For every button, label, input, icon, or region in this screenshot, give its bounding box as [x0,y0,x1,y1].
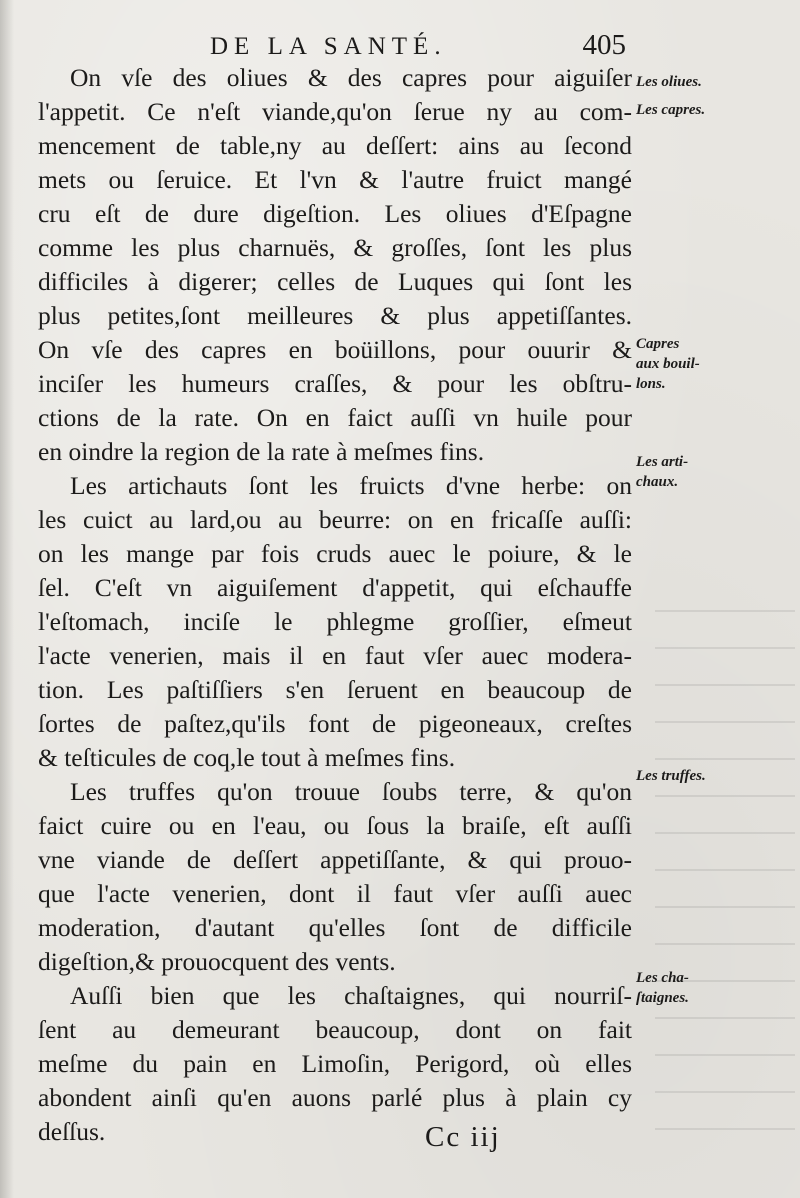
page-number: 405 [582,29,626,61]
text-line: moderation, d'autant qu'elles ſont de difficile [38,913,632,942]
paragraph-artichauts [38,469,632,775]
text-line: difficiles à digerer; celles de Luques qui ſont les [38,267,632,296]
text-line: ſent au demeurant beaucoup, dont on fait [38,1015,632,1044]
margin-note-line: Les truffes. [636,768,706,784]
paragraph-truffes [38,775,632,979]
text-line: meſme du pain en Limoſin, Perigord, où elles [38,1049,632,1078]
margin-note-capres [636,100,705,120]
text-line: & teſticules de coq,le tout à meſmes fins. [38,743,456,772]
margin-note-line: Les cha- [636,970,689,986]
margin-note-line: lons. [636,376,666,392]
text-line: que l'acte venerien, dont il faut vſer auſſi auec [38,879,632,908]
text-line: vne viande de deſſert appetiſſante, & qui prouo- [38,845,632,874]
text-line: Les truffes qu'on trouue ſoubs terre, & qu'on [70,777,632,806]
margin-note-line: Les capres. [636,102,706,118]
text-line: ſel. C'eſt vn aiguiſement d'appetit, qui eſchauffe [38,573,632,602]
text-line: deſſus. [38,1117,106,1146]
text-line: mets ou ſeruice. Et l'vn & l'autre fruict mangé [38,165,632,194]
text-line: tion. Les paſtiſſiers s'en ſeruent en beaucoup de [38,675,632,704]
text-line: mencement de table,ny au deſſert: ains au ſecond [38,131,632,160]
text-line: digeſtion,& prouocquent des vents. [38,947,396,976]
margin-note-olives [636,72,702,92]
text-line: abondent ainſi qu'en auons parlé plus à plain cy [38,1083,632,1112]
text-line: ctions de la rate. On en faict auſſi vn huile pour [38,403,632,432]
signature-mark: Cc iij [425,1121,501,1153]
text-line: les cuict au lard,ou au beurre: on en fricaſſe auſſi: [38,505,632,534]
text-line: Les artichauts ſont les fruicts d'vne herbe: on [70,471,632,500]
text-line: en oindre la region de la rate à meſmes fins. [38,437,485,466]
margin-note-artichauts [636,452,688,492]
margin-note-line: Capres [636,336,680,352]
margin-note-line: aux bouil- [636,356,700,372]
show-through-bleed [655,610,795,1130]
text-line: comme les plus charnuës, & groſſes, ſont les plus [38,233,632,262]
running-head: DE LA SANTÉ. [210,33,447,60]
text-line: inciſer les humeurs craſſes, & pour les obſtru- [38,369,632,398]
margin-note-line: chaux. [636,474,679,490]
text-line: faict cuire ou en l'eau, ou ſous la braiſe, eſt auſſi [38,811,632,840]
text-line: On vſe des capres en boüillons, pour ouurir & [38,335,632,364]
text-line: l'eſtomach, inciſe le phlegme groſſier, eſmeut [38,607,632,636]
margin-note-line: Les oliues. [636,74,702,90]
main-text [38,61,632,1149]
gutter-shadow [0,0,14,1198]
page-header [200,30,630,64]
text-line: ſortes de paſtez,qu'ils font de pigeoneaux, creſtes [38,709,632,738]
paragraph-olives-capres [38,61,632,469]
margin-note-capres-bouillons [636,334,700,394]
text-line: l'acte venerien, mais il en faut vſer auec modera- [38,641,632,670]
margin-note-line: Les arti- [636,454,689,470]
margin-note-line: ſtaignes. [636,990,689,1006]
text-line: cru eſt de dure digeſtion. Les oliues d'Eſpagne [38,199,632,228]
text-line: l'appetit. Ce n'eſt viande,qu'on ſerue ny au com- [38,97,632,126]
text-line: plus petites,ſont meilleures & plus appetiſſantes. [38,301,632,330]
paragraph-chastaignes [38,979,632,1149]
text-line: Auſſi bien que les chaſtaignes, qui nourriſ- [70,981,632,1010]
text-line: On vſe des oliues & des capres pour aiguiſer [70,63,632,92]
text-line: on les mange par fois cruds auec le poiure, & le [38,539,632,568]
